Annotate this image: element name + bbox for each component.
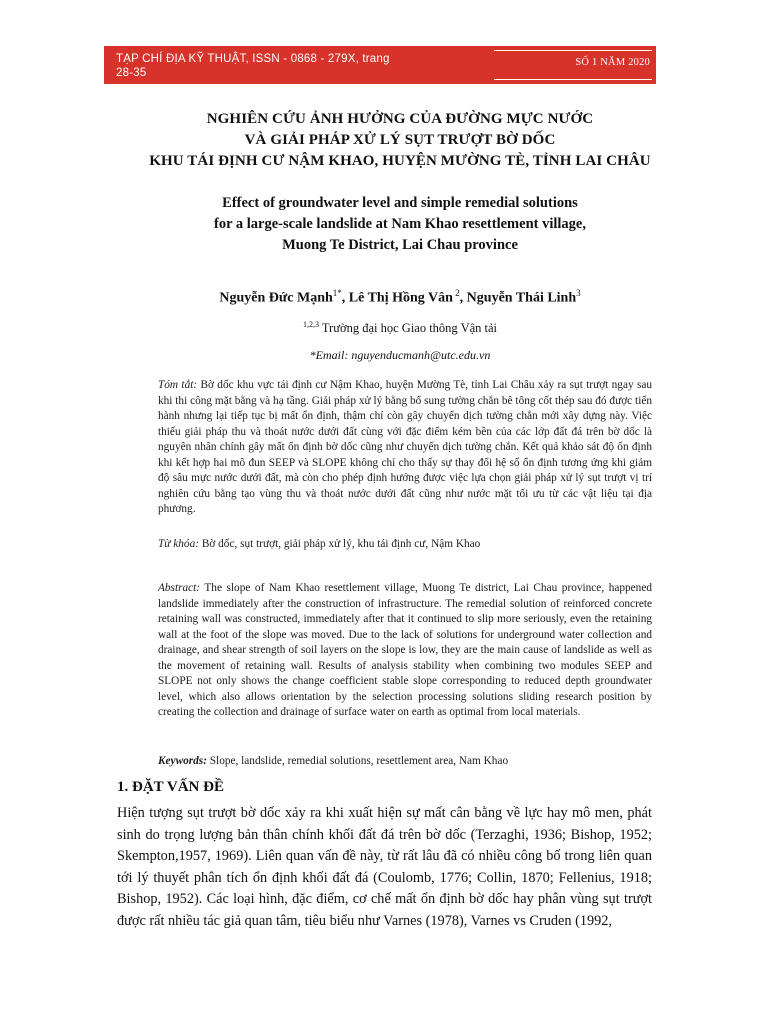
journal-header-band — [104, 46, 656, 84]
affiliation-text: Trường đại học Giao thông Vận tải — [318, 321, 498, 336]
journal-citation: TẠP CHÍ ĐỊA KỸ THUẬT, ISSN - 0868 - 279X, trang 28-35 — [116, 53, 390, 79]
title-en-line-1: Effect of groundwater level and simple remedial solutions — [222, 195, 578, 211]
title-english — [104, 193, 696, 256]
keywords-en-text: Slope, landslide, remedial solutions, resettlement area, Nam Khao — [206, 755, 509, 767]
author-list — [104, 284, 696, 308]
author-2-mark: 2 — [452, 288, 460, 298]
keywords-english — [158, 754, 652, 770]
author-3-mark: 3 — [576, 288, 581, 298]
author-2: Lê Thị Hồng Vân — [348, 290, 453, 306]
header-divider-top — [494, 50, 652, 51]
title-vietnamese — [104, 109, 696, 172]
author-separator: , — [341, 290, 349, 306]
abstract-vi-text: Bờ dốc khu vực tái định cư Nậm Khao, huyện Mường Tè, tỉnh Lai Châu xảy ra sụt trượt ngay sau khi thi công mặt bằng và hạ tầng. Giải pháp xử lý bằng bổ sung tường chắn bê tông cốt thép sau đó được tiến hành nhưng lại tiếp tục bị mất ổn định, thậm chí còn gây chuyển dịch tường chắn mới xây dựng này. Việc thiếu giải pháp thu và thoát nước dưới đất cùng với đặc điểm kém bền của các lớp đất đá trên bờ dốc là nguyên nhân chính gây mất ổn định bờ dốc cũng như chuyển dịch tường chắn. Kết quả khảo sát độ ổn định khi kết hợp hai mô đun SEEP và SLOPE không chỉ cho thấy sự thay đổi hệ số ổn định tương ứng khi giảm độ sâu mực nước dưới đất, mà còn cho phép định hướng được việc lựa chọn giải pháp xử lý sụt trượt vị trí nghiên cứu bằng tạo vùng thu và thoát nước dưới đất cũng như nước mặt tối ưu từ các vật liệu tại địa phương. — [158, 379, 652, 515]
keywords-vi-text: Bờ dốc, sụt trượt, giải pháp xử lý, khu tái định cư, Nậm Khao — [199, 538, 481, 550]
affiliation-mark: 1,2,3 — [302, 320, 319, 329]
author-3: Nguyễn Thái Linh — [466, 290, 577, 306]
author-1-mark: 1* — [332, 288, 342, 298]
abstract-en-label: Abstract: — [158, 582, 201, 594]
keywords-vi-label: Từ khóa: — [158, 538, 199, 550]
keywords-vietnamese — [158, 537, 652, 553]
title-en-line-2: for a large-scale landslide at Nam Khao resettlement village, — [214, 216, 586, 232]
author-1: Nguyễn Đức Mạnh — [219, 290, 333, 306]
section-1-heading: 1. ĐẶT VẤN ĐỀ — [117, 779, 224, 795]
section-1-body: Hiện tượng sụt trượt bờ dốc xảy ra khi xuất hiện sự mất cân bằng về lực hay mô men, phát sinh do trọng lượng bản thân chính khối đất đá trên bờ dốc (Terzaghi, 1936; Bishop, 1952; Skempton,1957, 1969). Liên quan vấn đề này, từ rất lâu đã có nhiều công bố trong liên quan tới lý thuyết phân tích ổn định khối đất đá (Coulomb, 1776; Collin, 1870; Fellenius, 1918; Bishop, 1952). Các loại hình, đặc điểm, cơ chế mất ổn định bờ dốc hay phân vùng sụt trượt được rất nhiều tác giả quan tâm, tiêu biểu như Varnes (1978), Varnes vs Cruden (1992, — [117, 805, 652, 929]
issue-label: SỐ 1 NĂM 2020 — [575, 57, 650, 68]
title-en-line-3: Muong Te District, Lai Chau province — [282, 237, 518, 253]
author-separator: , — [459, 290, 467, 306]
header-divider-bottom — [494, 79, 652, 80]
title-vi-line-1: NGHIÊN CỨU ẢNH HƯỞNG CỦA ĐƯỜNG MỰC NƯỚC — [206, 111, 594, 127]
abstract-en-text: The slope of Nam Khao resettlement village, Muong Te district, Lai Chau province, happened landslide immediately after the construction of infrastructure. The remedial solution of reinforced concrete retaining wall was constructed, immediately after that it continued to slip more seriously, even the retaining wall at the foot of the slope was moved. Due to the lack of solutions for underground water collection and drainage, and shear strength of soil layers on the slope is low, they are the main cause of landslide as well as the movement of retaining wall. Results of analysis stability when combining two modules SEEP and SLOPE not only shows the change coefficient stable slope corresponding to reduced depth groundwater level, which also allows orientation by the selection processing solutions sliding research position by creating the collection and drainage of surface water on earth as optimal from local materials. — [158, 582, 652, 718]
corresponding-email: *Email: nguyenducmanh@utc.edu.vn — [309, 348, 491, 362]
title-vi-line-3: KHU TÁI ĐỊNH CƯ NẬM KHAO, HUYỆN MƯỜNG TÈ, TỈNH LAI CHÂU — [149, 153, 651, 169]
keywords-en-label: Keywords: — [158, 755, 207, 767]
affiliation — [104, 317, 696, 336]
abstract-english — [158, 581, 652, 721]
abstract-vi-label: Tóm tắt: — [158, 379, 198, 391]
title-vi-line-2: VÀ GIẢI PHÁP XỬ LÝ SỤT TRƯỢT BỜ DỐC — [244, 132, 556, 148]
abstract-vietnamese — [158, 378, 652, 518]
